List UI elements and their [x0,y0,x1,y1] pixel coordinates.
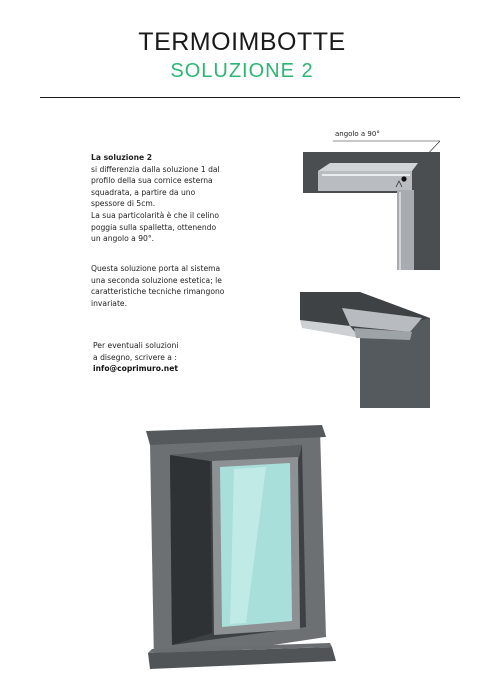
header-divider [40,97,460,98]
description-line: poggia sulla spalletta, ottenendo [91,222,217,232]
contact-email-link[interactable]: info@coprimuro.net [93,364,178,374]
solution-heading: La soluzione 2 [91,153,153,162]
page-subtitle: SOLUZIONE 2 [170,60,314,82]
description-line: spessore di 5cm. [91,199,156,209]
aesthetic-block [91,263,266,309]
description-line: profilo della sua cornice esterna [91,176,213,186]
corner-callout-label: angolo a 90° [335,130,380,138]
corner-volume-illustration [290,288,440,408]
aesthetic-line: invariate. [91,298,128,308]
description-line: un angolo a 90°. [91,234,155,244]
contact-block [93,340,268,375]
aesthetic-line: Questa soluzione porta al sistema [91,264,221,273]
aesthetic-line: una seconda soluzione estetica; le [91,275,222,285]
aesthetic-line: caratteristiche tecniche rimangono [91,287,225,297]
page-title: TERMOIMBOTTE [138,28,346,56]
description-block [91,152,266,245]
corner-section-illustration [300,135,450,275]
description-line: si differenzia dalla soluzione 1 dal [91,164,220,174]
description-line: La sua particolarità è che il celino [91,210,219,220]
contact-line: a disegno, scrivere a : [93,352,177,362]
contact-line: Per eventuali soluzioni [93,341,179,350]
description-line: squadrata, a partire da uno [91,187,196,197]
window-illustration [140,425,340,675]
